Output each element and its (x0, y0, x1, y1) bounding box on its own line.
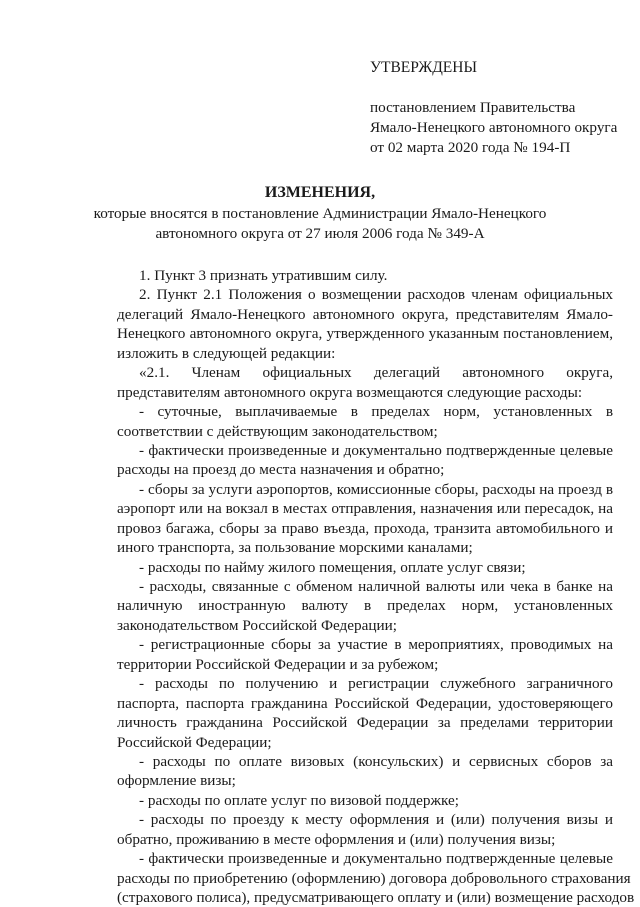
body-line: - регистрационные сборы за участие в мероприятиях, проводимых на (139, 636, 613, 654)
body-line: Ненецкого автономного округа, утвержденного указанным постановлением, (117, 325, 613, 343)
body-line: 2. Пункт 2.1 Положения о возмещении расходов членам официальных (139, 286, 613, 304)
body-line: паспорта, паспорта гражданина Российской Федерации, удостоверяющего (117, 694, 613, 712)
body-line: расходы по приобретению (оформлению) договора добровольного страхования (117, 869, 631, 887)
body-line: - суточные, выплачиваемые в пределах норм, установленных в (139, 403, 613, 421)
document-title: ИЗМЕНЕНИЯ, (264, 184, 376, 201)
body-line: аэропорт или на вокзал в местах отправления, назначения или пересадок, на (117, 500, 613, 518)
body-line: - расходы по получению и регистрации служебного заграничного (139, 675, 613, 693)
document-subtitle-line: которые вносятся в постановление Администрации Ямало-Ненецкого (93, 205, 547, 222)
body-line: изложить в следующей редакции: (117, 344, 336, 362)
approval-stamp (370, 58, 617, 158)
body-line: оформление визы; (117, 772, 236, 790)
body-line: - расходы, связанные с обменом наличной валюты или чека в банке на (139, 578, 613, 595)
body-line: - расходы по проезду к месту оформления и (или) получения визы и (139, 811, 613, 829)
approval-line: постановлением Правительства (370, 99, 576, 116)
body-line: - расходы по оплате визовых (консульских) и сервисных сборов за (139, 752, 613, 770)
body-line: территории Российской Федерации и за рубежом; (117, 655, 439, 673)
document-body (117, 266, 635, 907)
body-line: - фактически произведенные и документально подтвержденные целевые (139, 441, 613, 459)
body-line: личность гражданина Российской Федерации за пределами территории (117, 714, 613, 732)
body-line: - расходы по найму жилого помещения, оплате услуг связи; (139, 558, 526, 576)
body-line: обратно, проживанию в месте оформления и (или) получения визы; (117, 830, 556, 848)
body-line: (страхового полиса), предусматривающего оплату и (или) возмещение расходов (117, 889, 635, 906)
body-line: 1. Пункт 3 признать утратившим силу. (139, 267, 388, 284)
body-line: соответствии с действующим законодательством; (117, 422, 438, 440)
body-line: наличную иностранную валюту в пределах норм, установленных (117, 597, 613, 615)
body-line: делегаций Ямало-Ненецкого автономного округа, представителям Ямало- (117, 305, 613, 323)
body-line: Российской Федерации; (117, 733, 272, 751)
body-line: иного транспорта, за пользование морскими каналами; (117, 539, 473, 557)
body-line: - фактически произведенные и документально подтвержденные целевые (139, 850, 613, 868)
body-line: - расходы по оплате услуг по визовой поддержке; (139, 791, 459, 809)
document-title-block (0, 183, 640, 244)
body-line: - сборы за услуги аэропортов, комиссионные сборы, расходы на проезд в (139, 480, 613, 498)
document-subtitle-line: автономного округа от 27 июля 2006 года № 349-А (155, 225, 485, 242)
body-line: расходы на проезд до места назначения и обратно; (117, 461, 445, 479)
body-line: «2.1. Членам официальных делегаций автономного округа, (139, 364, 613, 382)
approval-heading: УТВЕРЖДЕНЫ (370, 59, 477, 76)
approval-line: от 02 марта 2020 года № 194-П (370, 139, 571, 156)
approval-line: Ямало-Ненецкого автономного округа (370, 119, 618, 136)
body-line: представителям автономного округа возмещаются следующие расходы: (117, 383, 583, 401)
body-line: провоз багажа, сборы за право въезда, прохода, транзита автомобильного и (117, 519, 613, 537)
body-line: законодательством Российской Федерации; (117, 616, 397, 634)
